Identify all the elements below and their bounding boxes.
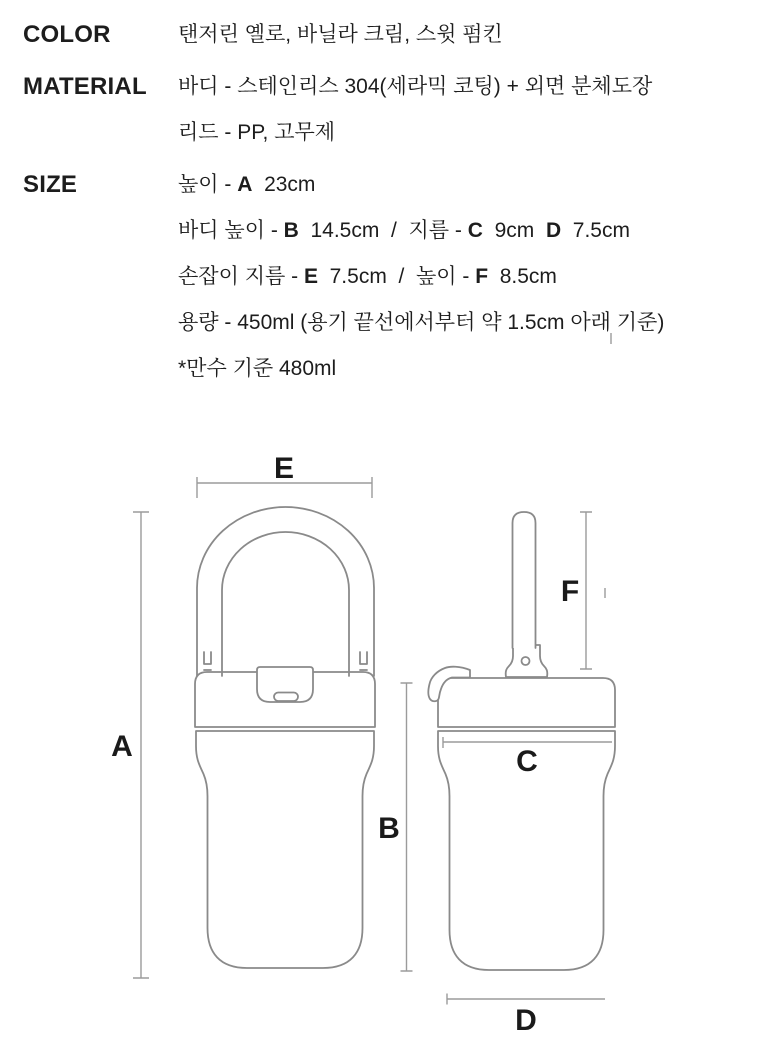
spec-line — [178, 254, 780, 300]
dim-line-f — [580, 512, 592, 669]
spec-text-segment: B — [283, 219, 299, 242]
spec-text-segment: 바디 - 스테인리스 304(세라믹 코팅) + 외면 분체도장 — [178, 75, 653, 98]
spec-label: COLOR — [23, 21, 111, 48]
dim-label-d: D — [515, 1004, 537, 1037]
side-view — [428, 512, 615, 970]
front-view — [195, 507, 375, 968]
spec-text-segment: 탠저린 옐로, 바닐라 크림, 스윗 펌킨 — [178, 23, 503, 46]
spec-text-segment: 용량 - 450ml (용기 끝선에서부터 약 1.5cm 아래 기준) — [178, 311, 665, 334]
spec-values — [178, 64, 780, 156]
dim-label-f: F — [560, 575, 580, 608]
front-hinge-right — [360, 652, 367, 670]
front-hinge-left — [204, 652, 211, 670]
spec-row-size — [0, 162, 780, 392]
spec-values — [178, 12, 780, 58]
spec-text-segment: F — [475, 265, 489, 288]
front-body — [196, 731, 374, 968]
front-handle-arch-inner — [222, 532, 349, 676]
side-lid — [438, 678, 615, 727]
spec-text-segment: 손잡이 지름 - — [178, 265, 304, 288]
spec-text-segment: A — [237, 173, 253, 196]
spec-text-segment: C — [467, 219, 483, 242]
spec-table — [0, 12, 780, 398]
spec-text-segment: 리드 - PP, 고무제 — [178, 121, 336, 144]
spec-text-segment: *만수 기준 480ml — [178, 357, 337, 380]
spec-line — [178, 300, 780, 346]
spec-text-segment: 14.5cm / 지름 - — [298, 219, 468, 242]
spec-values — [178, 162, 780, 392]
spec-row-material — [0, 64, 780, 156]
spec-text-segment: D — [545, 219, 562, 242]
dim-label-b: B — [378, 812, 400, 845]
dim-label-c: C — [516, 745, 538, 778]
dim-line-d — [447, 994, 605, 1005]
spec-label: SIZE — [23, 171, 78, 198]
side-handle-pivot — [522, 657, 530, 665]
spec-text-segment: E — [303, 265, 318, 288]
dim-label-e: E — [273, 452, 295, 485]
spec-text-segment: 8.5cm — [488, 265, 557, 288]
spec-text-segment: 7.5cm — [561, 219, 630, 242]
front-cap-slot — [274, 693, 298, 702]
spec-line — [178, 110, 780, 156]
spec-text-segment: 9cm — [482, 219, 546, 242]
spec-label: MATERIAL — [23, 73, 147, 100]
spec-text-segment: 바디 높이 - — [178, 219, 284, 242]
spec-text-segment: 7.5cm / 높이 - — [317, 265, 476, 288]
dim-line-a — [133, 512, 149, 978]
dim-line-b — [401, 683, 413, 971]
spec-text-segment: 23cm — [252, 173, 316, 196]
spec-line — [178, 12, 780, 58]
spec-line — [178, 64, 780, 110]
spec-line — [178, 208, 780, 254]
dim-label-a: A — [111, 730, 133, 763]
spec-row-color — [0, 12, 780, 58]
side-handle-bar — [513, 512, 536, 648]
spec-line — [178, 346, 780, 392]
spec-line — [178, 162, 780, 208]
spec-text-segment: 높이 - — [178, 173, 238, 196]
